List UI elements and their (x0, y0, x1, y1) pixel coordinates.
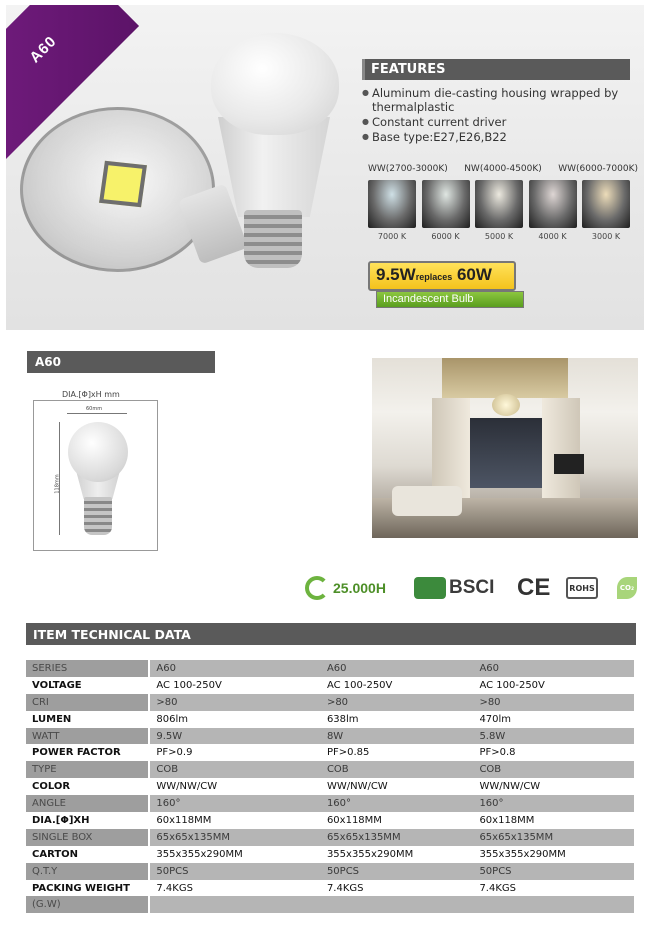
spec-label: SINGLE BOX (26, 829, 148, 846)
power-watt: 9.5W (376, 265, 416, 284)
power-equiv: 60W (456, 265, 492, 284)
rohs-logo (566, 573, 598, 603)
table-row (26, 711, 634, 728)
spec-value: A60 (473, 660, 634, 677)
table-row (26, 846, 634, 863)
spec-value: A60 (321, 660, 474, 677)
spec-value: 60x118MM (473, 812, 634, 829)
spec-label: PACKING WEIGHT (26, 880, 148, 897)
spec-label: CARTON (26, 846, 148, 863)
spec-value (321, 896, 474, 913)
spec-value: COB (321, 761, 474, 778)
feature-item: ● Base type:E27,E26,B22 (362, 130, 642, 144)
table-row (26, 896, 634, 913)
power-replaces: replaces (415, 272, 453, 282)
spec-value: WW/NW/CW (150, 778, 321, 795)
spec-label: POWER FACTOR (26, 744, 148, 761)
table-row (26, 812, 634, 829)
lifetime-hours-text: 25.000H (333, 580, 386, 596)
spec-value: 50PCS (321, 863, 474, 880)
cct-label: 7000 K (377, 232, 407, 241)
table-row (26, 744, 634, 761)
table-row (26, 778, 634, 795)
co2-logo (617, 573, 637, 603)
spec-value: 60x118MM (321, 812, 474, 829)
dimension-drawing (33, 400, 158, 551)
spec-value: 65x65x135MM (150, 829, 321, 846)
bsci-text: BSCI (449, 577, 495, 598)
spec-value: WW/NW/CW (473, 778, 634, 795)
spec-value: PF>0.85 (321, 744, 474, 761)
lifetime-hours-badge (305, 573, 386, 603)
table-row (26, 761, 634, 778)
tech-data-table (26, 660, 634, 913)
room-chandelier (492, 394, 520, 416)
spec-value: 60x118MM (150, 812, 321, 829)
spec-value: 8W (321, 728, 474, 745)
room-sofa (392, 486, 462, 516)
spec-label: VOLTAGE (26, 677, 148, 694)
spec-value: 355x355x290MM (150, 846, 321, 863)
spec-value (150, 896, 321, 913)
cct-label: 4000 K (538, 232, 567, 241)
table-row (26, 660, 634, 677)
spec-value: 9.5W (150, 728, 321, 745)
feature-item: ● Constant current driver (362, 115, 642, 129)
model-heading: A60 (27, 351, 215, 373)
bsci-logo (414, 573, 494, 603)
spec-value: 7.4KGS (150, 880, 321, 897)
spec-value: 5.8W (473, 728, 634, 745)
table-row (26, 863, 634, 880)
width-dimension-line (67, 413, 127, 414)
application-room-photo (372, 358, 638, 538)
feature-item: ● Aluminum die-casting housing wrapped by thermalplastic (362, 86, 642, 114)
tech-data-heading: ITEM TECHNICAL DATA (26, 623, 636, 645)
spec-label: CRI (26, 694, 148, 711)
spec-value: 160° (473, 795, 634, 812)
hero-banner (6, 5, 644, 330)
spec-value: >80 (150, 694, 321, 711)
table-row (26, 677, 634, 694)
table-row (26, 880, 634, 897)
spec-value: WW/NW/CW (321, 778, 474, 795)
height-dimension-label: 118mm (54, 474, 61, 494)
power-equivalence-badge (368, 261, 526, 313)
leaf-icon: CO₂ (617, 577, 637, 599)
table-row (26, 829, 634, 846)
features-list (362, 86, 642, 145)
cct-swatches (368, 180, 630, 228)
spec-value: COB (150, 761, 321, 778)
spec-label: ANGLE (26, 795, 148, 812)
room-ceiling (442, 358, 568, 398)
spec-value: AC 100-250V (321, 677, 474, 694)
cct-header: WW(2700-3000K) (368, 164, 448, 174)
spec-value (473, 896, 634, 913)
spec-value: 50PCS (473, 863, 634, 880)
clock-icon (305, 576, 329, 600)
cct-labels (368, 232, 630, 241)
spec-value: 65x65x135MM (321, 829, 474, 846)
drawing-bulb-cap (84, 497, 112, 535)
spec-value: PF>0.9 (150, 744, 321, 761)
spec-label: TYPE (26, 761, 148, 778)
white-bulb-image (211, 33, 339, 135)
spec-value: 160° (150, 795, 321, 812)
spec-value: 50PCS (150, 863, 321, 880)
cct-swatch (582, 180, 630, 228)
drawing-bulb-globe (68, 422, 128, 482)
spec-value: 638lm (321, 711, 474, 728)
spec-value: 160° (321, 795, 474, 812)
room-tv (554, 454, 584, 474)
rohs-text: ROHS (566, 577, 598, 599)
spec-value: AC 100-250V (473, 677, 634, 694)
cct-headers (368, 164, 638, 174)
table-row (26, 728, 634, 745)
spec-value: >80 (473, 694, 634, 711)
spec-value: >80 (321, 694, 474, 711)
spec-value: AC 100-250V (150, 677, 321, 694)
spec-value: COB (473, 761, 634, 778)
table-row (26, 694, 634, 711)
table-row (26, 795, 634, 812)
power-watt-line (368, 261, 516, 291)
globe-icon (414, 577, 446, 599)
spec-value: 806lm (150, 711, 321, 728)
cct-swatch (475, 180, 523, 228)
features-heading: FEATURES (362, 59, 630, 80)
spec-label: SERIES (26, 660, 148, 677)
power-subtitle: Incandescent Bulb (376, 291, 524, 308)
model-corner-label: A60 (26, 32, 61, 67)
cob-chip-image (99, 161, 147, 207)
cct-swatch (422, 180, 470, 228)
spec-label: DIA.[Φ]XH (26, 812, 148, 829)
spec-value: 355x355x290MM (321, 846, 474, 863)
cct-swatch (368, 180, 416, 228)
cct-header: WW(6000-7000K) (558, 164, 638, 174)
cct-label: 5000 K (484, 232, 514, 241)
cct-header: NW(4000-4500K) (464, 164, 542, 174)
cct-label: 3000 K (591, 232, 621, 241)
room-window (470, 418, 542, 488)
room-curtain-right (542, 398, 580, 508)
width-dimension-label: 60mm (86, 406, 103, 412)
spec-value: A60 (150, 660, 321, 677)
spec-value: 470lm (473, 711, 634, 728)
cct-swatch (529, 180, 577, 228)
dimension-caption: DIA.[Φ]xH mm (62, 390, 120, 399)
spec-label: Q.T.Y (26, 863, 148, 880)
spec-label: LUMEN (26, 711, 148, 728)
spec-label: COLOR (26, 778, 148, 795)
spec-value: 7.4KGS (473, 880, 634, 897)
spec-label: (G.W) (26, 896, 148, 913)
spec-value: 7.4KGS (321, 880, 474, 897)
spec-value: 65x65x135MM (473, 829, 634, 846)
white-bulb-cap (244, 210, 302, 268)
spec-value: PF>0.8 (473, 744, 634, 761)
ce-mark: CE (517, 574, 551, 601)
spec-value: 355x355x290MM (473, 846, 634, 863)
cct-label: 6000 K (431, 232, 460, 241)
spec-label: WATT (26, 728, 148, 745)
